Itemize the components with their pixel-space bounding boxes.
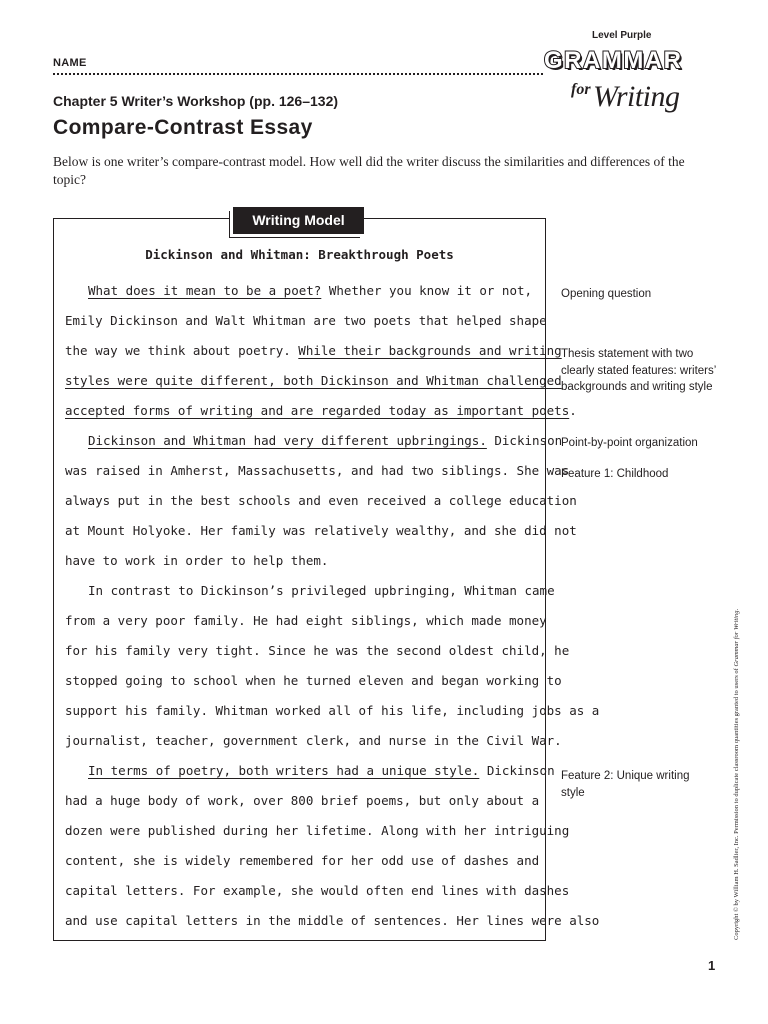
logo-for: for <box>571 81 591 98</box>
note-feature-2: Feature 2: Unique writing style <box>561 770 690 799</box>
writing-model-tab: Writing Model <box>233 207 364 234</box>
essay-line: at Mount Holyoke. Her family was relatively wealthy, and she did not <box>65 523 577 538</box>
essay-line: Emily Dickinson and Walt Whitman are two poets that helped shape <box>65 313 547 328</box>
essay-title: Dickinson and Whitman: Breakthrough Poets <box>145 247 454 262</box>
essay-line: styles were quite different, both Dickinson and Whitman challenged <box>65 373 562 388</box>
essay-line: content, she is widely remembered for her odd use of dashes and <box>65 853 540 868</box>
essay-line: accepted forms of writing and are regarded today as important poets. <box>65 403 577 418</box>
essay-line: the way we think about poetry. While their backgrounds and writing <box>65 343 562 358</box>
essay-line: have to work in order to help them. <box>65 553 329 568</box>
essay-paragraph <box>65 756 600 936</box>
essay-line: capital letters. For example, she would often end lines with dashes <box>65 883 570 898</box>
name-line <box>53 73 543 75</box>
essay-line: from a very poor family. He had eight siblings, which made money <box>65 613 547 628</box>
note-opening-question: Opening question <box>561 288 652 300</box>
level-label: Level Purple <box>592 30 652 41</box>
writing-model-box <box>53 218 600 941</box>
essay-line: and use capital letters in the middle of sentences. Her lines were also <box>65 913 600 928</box>
essay-line: had a huge body of work, over 800 brief poems, but only about a <box>65 793 540 808</box>
note-thesis: Thesis statement with two clearly stated features: writers’ backgrounds and writing style <box>561 348 716 393</box>
essay-line: Dickinson and Whitman had very different upbringings. Dickinson <box>88 433 563 448</box>
essay-line: was raised in Amherst, Massachusetts, and had two siblings. She was <box>65 463 570 478</box>
essay-line: dozen were published during her lifetime. Along with her intriguing <box>65 823 570 838</box>
logo-grammar: GRAMMAR <box>544 47 683 74</box>
chapter-heading: Chapter 5 Writer’s Workshop (pp. 126–132) <box>53 93 339 109</box>
essay-line: support his family. Whitman worked all of his life, including jobs as a <box>65 703 600 718</box>
page-title: Compare-Contrast Essay <box>53 116 313 139</box>
essay-line: In terms of poetry, both writers had a unique style. Dickinson <box>88 763 555 778</box>
note-feature-1: Feature 1: Childhood <box>561 468 669 480</box>
note-organization: Point-by-point organization <box>561 437 698 449</box>
essay-line: stopped going to school when he turned eleven and began working to <box>65 673 562 688</box>
logo-writing: Writing <box>593 80 680 113</box>
essay-line: What does it mean to be a poet? Whether you know it or not, <box>88 283 533 298</box>
essay-paragraph <box>65 576 600 756</box>
intro-text: Below is one writer’s compare-contrast model. How well did the writer discuss the similarities and differences of the topic? <box>53 154 685 187</box>
copyright-notice: Copyright © by William H. Sadlier, Inc. Permission to duplicate classroom quantities granted to users of Grammar for Writing. <box>733 608 740 940</box>
essay-line: always put in the best schools and even received a college education <box>65 493 577 508</box>
essay-line: In contrast to Dickinson’s privileged upbringing, Whitman came <box>88 583 555 598</box>
essay-paragraph <box>65 276 577 426</box>
name-label: NAME <box>53 57 87 69</box>
essay-paragraph <box>65 426 577 576</box>
essay-line: for his family very tight. Since he was the second oldest child, he <box>65 643 570 658</box>
essay-line: journalist, teacher, government clerk, and nurse in the Civil War. <box>65 733 562 748</box>
page-number: 1 <box>708 958 716 973</box>
